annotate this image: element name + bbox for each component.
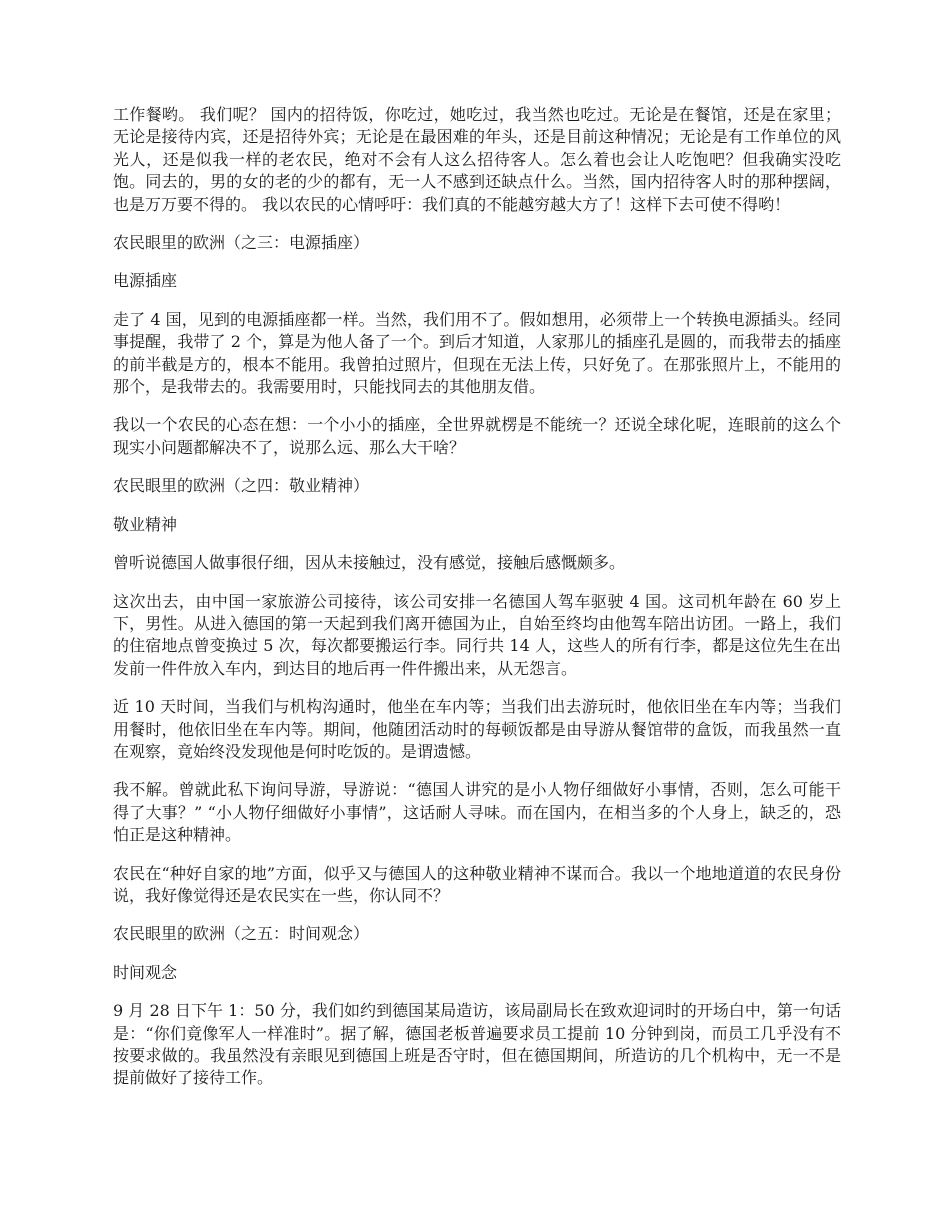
paragraph-ethic-4: 我不解。曾就此私下询问导游，导游说：“德国人讲究的是小人物仔细做好小事情，否则，怎么可能干得了大事？” “小人物仔细做好小事情”，这话耐人寻味。而在国内，在相当多的个人身上，缺乏的，恐怕正是这种精神。 [113, 780, 841, 845]
section-title-power-socket: 农民眼里的欧洲（之三：电源插座） [113, 233, 370, 253]
section-subtitle-work-ethic: 敬业精神 [113, 514, 178, 534]
paragraph-ethic-2: 这次出去，由中国一家旅游公司接待，该公司安排一名德国人驾车驱驶 4 国。这司机年龄在 60 岁上下，男性。从进入德国的第一天起到我们离开德国为止，自始至终均由他驾车陪出访团。一路上，我们的住宿地点曾变换过 5 次，每次都要搬运行李。同行共 14 人，这些人的所有行李，都是这位先生在出发前一件件放入车内，到达目的地后再一件件搬出来，从无怨言。 [113, 591, 841, 678]
paragraph-time-1: 9 月 28 日下午 1：50 分，我们如约到德国某局造访，该局副局长在致欢迎词时的开场白中，第一句话是：“你们竟像军人一样准时”。据了解，德国老板普遍要求员工提前 10 分钟到岗，而员工几乎没有不按要求做的。我虽然没有亲眼见到德国上班是否守时，但在德国期间，所造访的几个机构中，无一不是提前做好了接待工作。 [113, 1001, 841, 1088]
paragraph-ethic-5: 农民在“种好自家的地”方面，似乎又与德国人的这种敬业精神不谋而合。我以一个地地道道的农民身份说，我好像觉得还是农民实在一些，你认同不？ [113, 863, 841, 905]
paragraph-ethic-1: 曾听说德国人做事很仔细，因从未接触过，没有感觉，接触后感慨颇多。 [113, 553, 626, 573]
document-page [113, 104, 841, 1106]
paragraph-ethic-3: 近 10 天时间，当我们与机构沟通时，他坐在车内等；当我们出去游玩时，他依旧坐在车内等；当我们用餐时，他依旧坐在车内等。期间，他随团活动时的每顿饭都是由导游从餐馆带的盒饭，而我虽然一直在观察，竟始终没发现他是何时吃饭的。是谓遗憾。 [113, 697, 841, 761]
paragraph-intro: 工作餐哟。 我们呢？ 国内的招待饭，你吃过，她吃过，我当然也吃过。无论是在餐馆，还是在家里；无论是接待内宾，还是招待外宾；无论是在最困难的年头，还是目前这种情况；无论是有工作单位的风光人，还是似我一样的老农民，绝对不会有人这么招待客人。怎么着也会让人吃饱吧？但我确实没吃饱。同去的，男的女的老的少的都有，无一人不感到还缺点什么。当然，国内招待客人时的那种摆阔，也是万万要不得的。 我以农民的心情呼吁：我们真的不能越穷越大方了！这样下去可使不得哟！ [113, 105, 841, 214]
section-subtitle-power-socket: 电源插座 [113, 271, 178, 291]
paragraph-socket-2: 我以一个农民的心态在想：一个小小的插座，全世界就楞是不能统一？还说全球化呢，连眼前的这么个现实小问题都解决不了，说那么远、那么大干啥？ [113, 415, 841, 457]
section-title-work-ethic: 农民眼里的欧洲（之四：敬业精神） [113, 476, 370, 496]
section-subtitle-time: 时间观念 [113, 962, 178, 982]
section-title-time: 农民眼里的欧洲（之五：时间观念） [113, 924, 370, 944]
paragraph-socket-1: 走了 4 国，见到的电源插座都一样。当然，我们用不了。假如想用，必须带上一个转换电源插头。经同事提醒，我带了 2 个，算是为他人备了一个。到后才知道，人家那儿的插座孔是圆的，而我带去的插座的前半截是方的，根本不能用。我曾拍过照片，但现在无法上传，只好免了。在那张照片上，不能用的那个，是我带去的。我需要用时，只能找同去的其他朋友借。 [113, 309, 841, 397]
